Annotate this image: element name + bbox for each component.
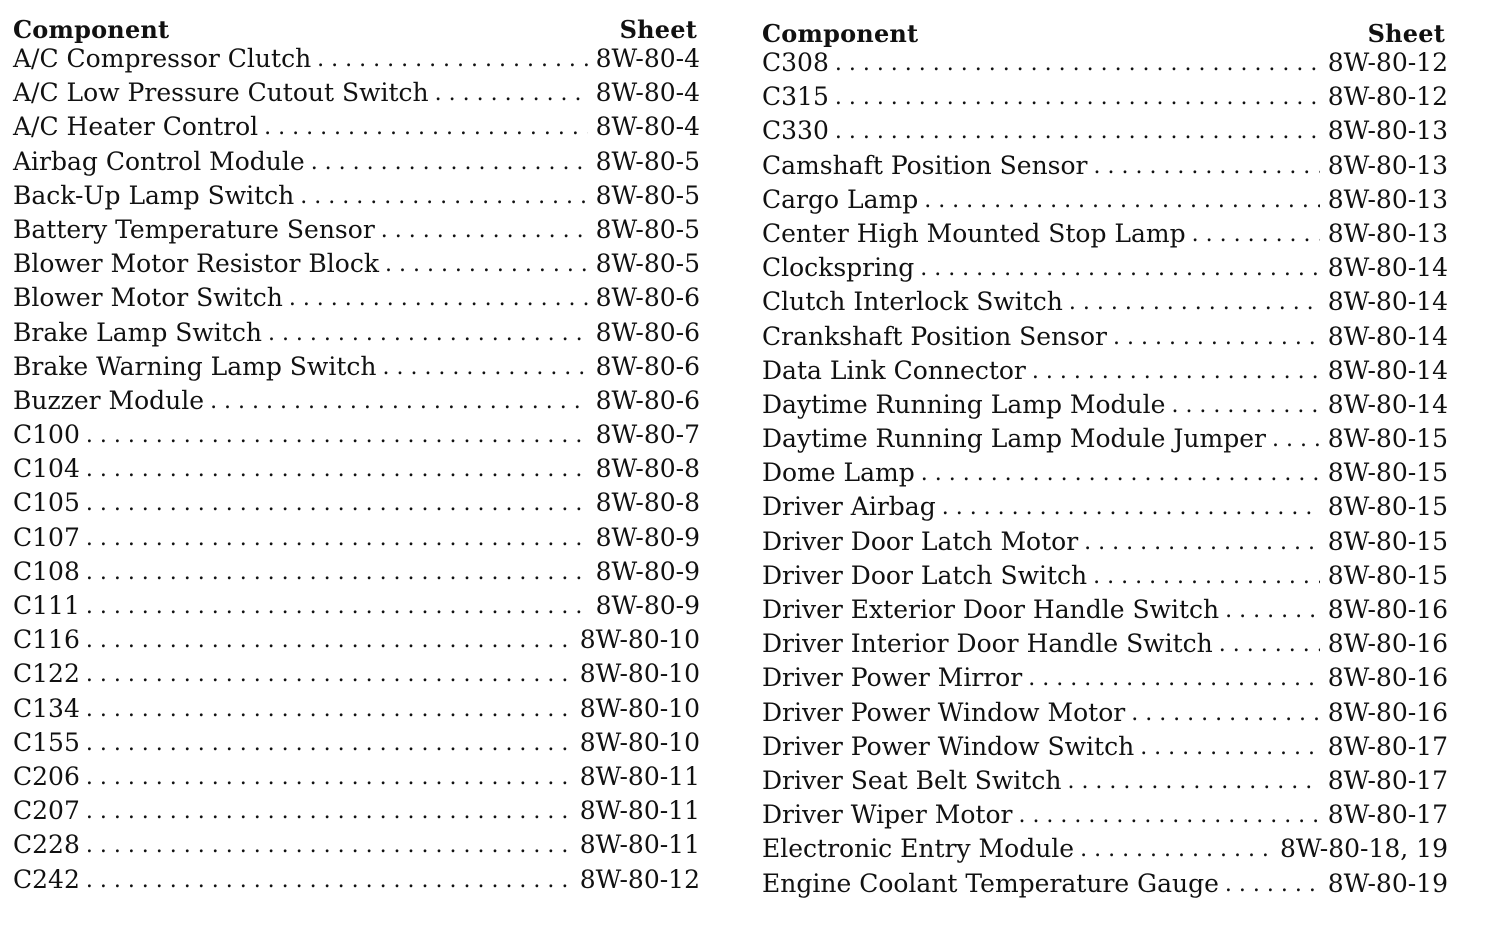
sheet-reference: 8W-80-13 <box>1327 116 1448 146</box>
component-row <box>762 869 1448 903</box>
sheet-reference: 8W-80-19 <box>1327 868 1448 898</box>
component-row <box>13 78 700 112</box>
dot-leader <box>1067 769 1319 794</box>
sheet-reference: 8W-80-4 <box>595 78 700 108</box>
component-name: C155 <box>13 727 80 757</box>
sheet-reference: 8W-80-10 <box>579 659 700 689</box>
dot-leader <box>86 560 588 585</box>
component-name: C330 <box>762 116 829 146</box>
component-name: Electronic Entry Module <box>762 834 1075 864</box>
dot-leader <box>86 833 572 858</box>
component-name: C108 <box>13 556 80 586</box>
dot-leader <box>1113 325 1320 350</box>
component-row <box>13 762 700 796</box>
dot-leader <box>382 355 587 380</box>
component-name: Blower Motor Switch <box>13 283 283 313</box>
sheet-reference: 8W-80-17 <box>1327 765 1448 795</box>
component-name: Cargo Lamp <box>762 184 919 214</box>
sheet-heading: Sheet <box>1367 19 1445 48</box>
sheet-reference: 8W-80-4 <box>595 44 700 73</box>
component-row <box>13 454 700 488</box>
sheet-reference: 8W-80-6 <box>595 351 700 381</box>
dot-leader <box>86 457 588 482</box>
sheet-reference: 8W-80-13 <box>1327 150 1448 180</box>
component-row <box>762 732 1448 766</box>
sheet-reference: 8W-80-5 <box>595 214 700 244</box>
dot-leader <box>1219 632 1320 657</box>
sheet-reference: 8W-80-9 <box>595 522 700 552</box>
dot-leader <box>86 765 572 790</box>
dot-leader <box>210 389 588 414</box>
dot-leader <box>1093 564 1320 589</box>
sheet-reference: 8W-80-9 <box>595 591 700 620</box>
component-name: C308 <box>762 48 829 77</box>
dot-leader <box>86 423 588 448</box>
component-row <box>13 420 700 454</box>
component-row <box>13 283 700 317</box>
sheet-reference: 8W-80-12 <box>579 864 700 894</box>
component-row <box>13 865 700 899</box>
sheet-reference: 8W-80-6 <box>595 385 700 415</box>
dot-leader <box>1084 530 1320 555</box>
component-name: Driver Power Window Motor <box>762 697 1126 727</box>
component-name: C122 <box>13 659 80 689</box>
dot-leader <box>835 119 1320 144</box>
component-row <box>13 728 700 762</box>
dot-leader <box>317 47 587 72</box>
component-row <box>762 834 1448 868</box>
dot-leader <box>86 731 572 756</box>
sheet-reference: 8W-80-14 <box>1327 253 1448 283</box>
component-name: Battery Temperature Sensor <box>13 214 375 244</box>
component-name: A/C Compressor Clutch <box>13 44 312 73</box>
sheet-reference: 8W-80-10 <box>579 727 700 757</box>
component-row <box>762 253 1448 287</box>
dot-leader <box>86 628 572 653</box>
component-row <box>762 82 1448 116</box>
sheet-reference: 8W-80-14 <box>1327 355 1448 385</box>
component-name: Clutch Interlock Switch <box>762 287 1063 317</box>
sheet-reference: 8W-80-6 <box>595 317 700 347</box>
dot-leader <box>1192 222 1320 247</box>
dot-leader <box>1028 666 1319 691</box>
component-row <box>13 147 700 181</box>
sheet-reference: 8W-80-16 <box>1327 595 1448 624</box>
component-name: Driver Power Mirror <box>762 663 1023 693</box>
dot-leader <box>264 115 587 140</box>
component-name: C100 <box>13 420 80 450</box>
dot-leader <box>835 51 1320 76</box>
sheet-reference: 8W-80-17 <box>1327 800 1448 830</box>
component-name: C111 <box>13 591 80 620</box>
component-row <box>13 386 700 420</box>
component-row <box>762 561 1448 595</box>
sheet-reference: 8W-80-15 <box>1327 526 1448 556</box>
dot-leader <box>1131 701 1319 726</box>
component-name: Daytime Running Lamp Module Jumper <box>762 424 1266 454</box>
sheet-reference: 8W-80-11 <box>579 796 700 826</box>
component-name: Driver Exterior Door Handle Switch <box>762 595 1220 624</box>
left-column-header <box>13 10 700 44</box>
dot-leader <box>86 868 572 893</box>
component-row <box>13 318 700 352</box>
component-name: Data Link Connector <box>762 355 1026 385</box>
component-name: Crankshaft Position Sensor <box>762 321 1107 351</box>
component-name: C228 <box>13 830 80 860</box>
component-row <box>762 116 1448 150</box>
dot-leader <box>924 188 1319 213</box>
dot-leader <box>1225 598 1320 623</box>
component-name: A/C Heater Control <box>13 112 259 142</box>
component-row <box>13 659 700 693</box>
sheet-reference: 8W-80-15 <box>1327 560 1448 590</box>
dot-leader <box>86 594 588 619</box>
component-row <box>762 424 1448 458</box>
component-name: C105 <box>13 488 80 518</box>
component-row <box>13 591 700 625</box>
dot-leader <box>289 286 588 311</box>
component-name: Driver Seat Belt Switch <box>762 765 1062 795</box>
component-name: C206 <box>13 761 80 791</box>
dot-leader <box>835 85 1320 110</box>
component-row <box>13 215 700 249</box>
sheet-reference: 8W-80-14 <box>1327 321 1448 351</box>
sheet-reference: 8W-80-16 <box>1327 663 1448 693</box>
component-name: Buzzer Module <box>13 385 205 415</box>
component-name: Brake Lamp Switch <box>13 317 262 347</box>
component-name: A/C Low Pressure Cutout Switch <box>13 78 429 108</box>
component-row <box>762 458 1448 492</box>
sheet-reference: 8W-80-14 <box>1327 287 1448 317</box>
dot-leader <box>921 461 1320 486</box>
dot-leader <box>86 662 572 687</box>
sheet-reference: 8W-80-5 <box>595 180 700 210</box>
component-row <box>762 356 1448 390</box>
component-row <box>762 492 1448 526</box>
dot-leader <box>942 495 1320 520</box>
component-row <box>762 629 1448 663</box>
component-row <box>13 557 700 591</box>
sheet-reference: 8W-80-13 <box>1327 218 1448 248</box>
dot-leader <box>1094 154 1320 179</box>
component-row <box>762 595 1448 629</box>
component-row <box>762 185 1448 219</box>
sheet-reference: 8W-80-9 <box>595 556 700 586</box>
component-row <box>13 112 700 146</box>
component-row <box>762 800 1448 834</box>
sheet-reference: 8W-80-15 <box>1327 424 1448 454</box>
dot-leader <box>1069 290 1320 315</box>
sheet-reference: 8W-80-11 <box>579 761 700 791</box>
component-heading: Component <box>13 15 170 44</box>
sheet-reference: 8W-80-5 <box>595 146 700 176</box>
component-name: Driver Airbag <box>762 492 936 522</box>
right-column-header <box>762 14 1448 48</box>
component-row <box>762 151 1448 185</box>
sheet-reference: 8W-80-17 <box>1327 731 1448 761</box>
component-name: Driver Door Latch Motor <box>762 526 1079 556</box>
sheet-reference: 8W-80-7 <box>595 420 700 450</box>
component-name: Brake Warning Lamp Switch <box>13 351 377 381</box>
component-name: C104 <box>13 454 80 484</box>
left-component-column <box>13 10 700 899</box>
component-row <box>13 44 700 78</box>
dot-leader <box>86 491 588 516</box>
component-name: Dome Lamp <box>762 458 915 488</box>
dot-leader <box>311 150 588 175</box>
component-row <box>13 830 700 864</box>
dot-leader <box>1032 359 1320 384</box>
sheet-reference: 8W-80-8 <box>595 488 700 518</box>
component-name: Driver Door Latch Switch <box>762 560 1088 590</box>
sheet-reference: 8W-80-5 <box>595 249 700 279</box>
component-row <box>13 249 700 283</box>
component-row <box>762 766 1448 800</box>
dot-leader <box>300 184 587 209</box>
sheet-reference: 8W-80-4 <box>595 112 700 142</box>
sheet-reference: 8W-80-12 <box>1327 48 1448 77</box>
component-row <box>13 523 700 557</box>
component-row <box>13 796 700 830</box>
component-row <box>762 219 1448 253</box>
component-heading: Component <box>762 19 919 48</box>
dot-leader <box>268 321 588 346</box>
dot-leader <box>86 697 572 722</box>
dot-leader <box>385 252 588 277</box>
left-component-list <box>13 44 700 899</box>
component-row <box>762 698 1448 732</box>
sheet-reference: 8W-80-11 <box>579 830 700 860</box>
component-row <box>762 663 1448 697</box>
sheet-reference: 8W-80-10 <box>579 625 700 655</box>
dot-leader <box>86 526 588 551</box>
sheet-reference: 8W-80-16 <box>1327 697 1448 727</box>
component-name: Clockspring <box>762 253 915 283</box>
sheet-reference: 8W-80-16 <box>1327 629 1448 659</box>
component-name: Center High Mounted Stop Lamp <box>762 218 1186 248</box>
component-row <box>13 488 700 522</box>
sheet-reference: 8W-80-14 <box>1327 389 1448 419</box>
component-name: C315 <box>762 82 829 112</box>
component-row <box>762 390 1448 424</box>
sheet-heading: Sheet <box>619 15 697 44</box>
component-name: Camshaft Position Sensor <box>762 150 1088 180</box>
sheet-reference: 8W-80-6 <box>595 283 700 313</box>
component-name: C207 <box>13 796 80 826</box>
component-name: Driver Power Window Switch <box>762 731 1135 761</box>
component-row <box>13 352 700 386</box>
component-row <box>762 287 1448 321</box>
sheet-reference: 8W-80-10 <box>579 693 700 723</box>
right-component-column <box>762 14 1448 903</box>
right-component-list <box>762 48 1448 903</box>
sheet-reference: 8W-80-12 <box>1327 82 1448 112</box>
component-name: C242 <box>13 864 80 894</box>
component-row <box>13 181 700 215</box>
dot-leader <box>86 799 572 824</box>
dot-leader <box>920 256 1319 281</box>
component-name: Driver Interior Door Handle Switch <box>762 629 1213 659</box>
dot-leader <box>1171 393 1319 418</box>
dot-leader <box>1272 427 1320 452</box>
component-row <box>13 694 700 728</box>
sheet-reference: 8W-80-15 <box>1327 492 1448 522</box>
component-row <box>762 48 1448 82</box>
component-name: C107 <box>13 522 80 552</box>
component-name: Driver Wiper Motor <box>762 800 1013 830</box>
component-name: C116 <box>13 625 80 655</box>
sheet-reference: 8W-80-18, 19 <box>1279 834 1448 864</box>
dot-leader <box>1018 803 1319 828</box>
sheet-reference: 8W-80-8 <box>595 454 700 484</box>
component-name: Engine Coolant Temperature Gauge <box>762 868 1219 898</box>
component-name: Airbag Control Module <box>13 146 305 176</box>
component-name: Daytime Running Lamp Module <box>762 389 1166 419</box>
component-name: Blower Motor Resistor Block <box>13 249 379 279</box>
component-row <box>762 527 1448 561</box>
dot-leader <box>435 81 588 106</box>
dot-leader <box>1140 735 1320 760</box>
sheet-reference: 8W-80-15 <box>1327 458 1448 488</box>
component-name: Back-Up Lamp Switch <box>13 180 295 210</box>
sheet-reference: 8W-80-13 <box>1327 184 1448 214</box>
component-name: C134 <box>13 693 80 723</box>
dot-leader <box>381 218 588 243</box>
component-row <box>762 322 1448 356</box>
component-row <box>13 625 700 659</box>
dot-leader <box>1080 837 1272 862</box>
dot-leader <box>1225 872 1320 897</box>
